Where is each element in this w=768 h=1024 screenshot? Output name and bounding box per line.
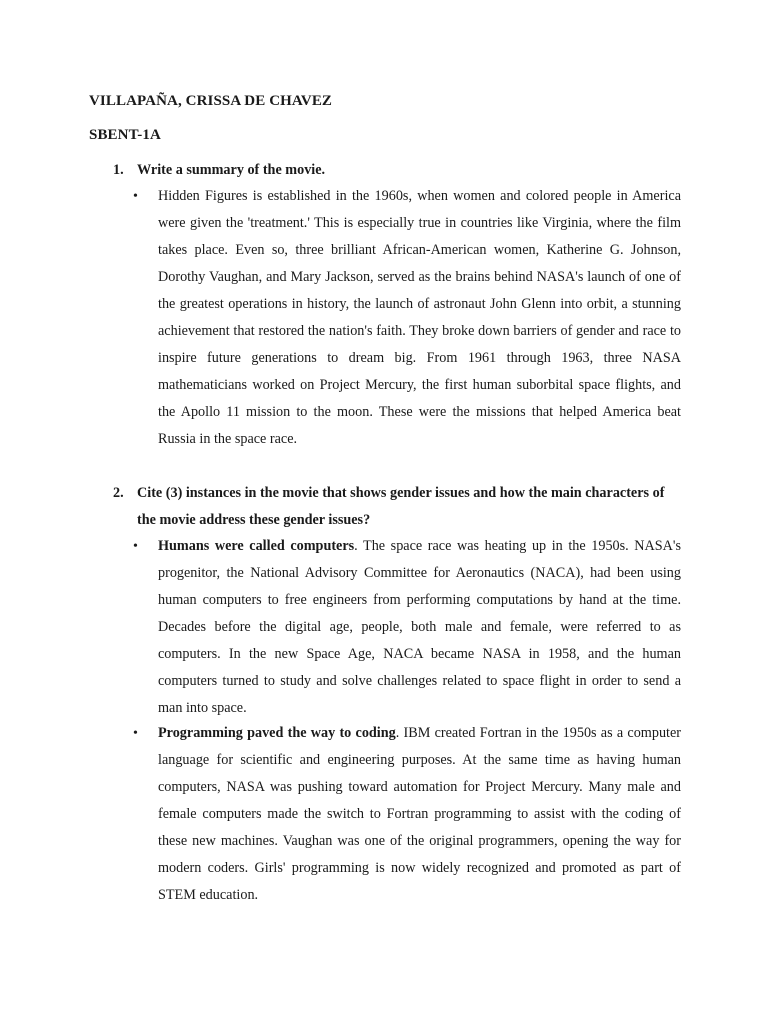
answer-2-paragraph-1 bbox=[158, 533, 681, 722]
answer-2-bullet-1-text: . The space race was heating up in the 1950s. NASA's progenitor, the National Advisory Committee for Aeronautics (NACA), had been using human computers to free engineers from performing computations by hand at the time. Decades before the digital age, people, both male and female, were referred to as computers. In the new Space Age, NACA became NASA in 1958, and the human computers turned to study and solve challenges related to space flight in order to send a man into space. bbox=[158, 538, 681, 716]
question-2 bbox=[113, 480, 673, 534]
answer-1-text: Hidden Figures is established in the 1960s, when women and colored people in America were given the 'treatment.' This is especially true in countries like Virginia, where the film takes place. Even so, three brilliant African-American women, Katherine G. Johnson, Dorothy Vaughan, and Mary Jackson, served as the brains behind NASA's launch of one of the greatest operations in history, the launch of astronaut John Glenn into orbit, a stunning achievement that restored the nation's faith. They broke down barriers of gender and race to inspire future generations to dream big. From 1961 through 1963, three NASA mathematicians worked on Project Mercury, the first human suborbital space flights, and the Apollo 11 mission to the moon. These were the missions that helped America beat Russia in the space race. bbox=[158, 188, 681, 447]
answer-1-paragraph bbox=[158, 183, 681, 453]
answer-2-bullet-1 bbox=[133, 533, 681, 722]
student-name: VILLAPAÑA, CRISSA DE CHAVEZ bbox=[89, 93, 333, 109]
answer-2-bullet-2 bbox=[133, 720, 681, 909]
question-2-number: 2. bbox=[113, 485, 124, 501]
question-1-text: Write a summary of the movie. bbox=[137, 162, 326, 178]
section-code: SBENT-1A bbox=[89, 127, 161, 143]
bullet-dot-icon: • bbox=[133, 726, 138, 741]
answer-2-bullet-2-lead: Programming paved the way to coding bbox=[158, 725, 396, 741]
bullet-dot-icon: • bbox=[133, 539, 138, 554]
question-2-text: Cite (3) instances in the movie that shows gender issues and how the main characters of the movie address these gender issues? bbox=[137, 485, 665, 528]
answer-2-bullet-2-text: . IBM created Fortran in the 1950s as a computer language for scientific and engineering purposes. At the same time as having human computers, NASA was pushing toward automation for Project Mercury. Many male and female computers made the switch to Fortran programming to assist with the coding of these new machines. Vaughan was one of the original programmers, opening the way for modern coders. Girls' programming is now widely recognized and promoted as part of STEM education. bbox=[158, 725, 681, 903]
answer-2-bullet-1-lead: Humans were called computers bbox=[158, 538, 355, 554]
answer-1-bullet bbox=[133, 183, 681, 453]
bullet-dot-icon: • bbox=[133, 189, 138, 204]
question-1 bbox=[113, 157, 673, 184]
answer-2-paragraph-2 bbox=[158, 720, 681, 909]
question-1-number: 1. bbox=[113, 162, 124, 178]
